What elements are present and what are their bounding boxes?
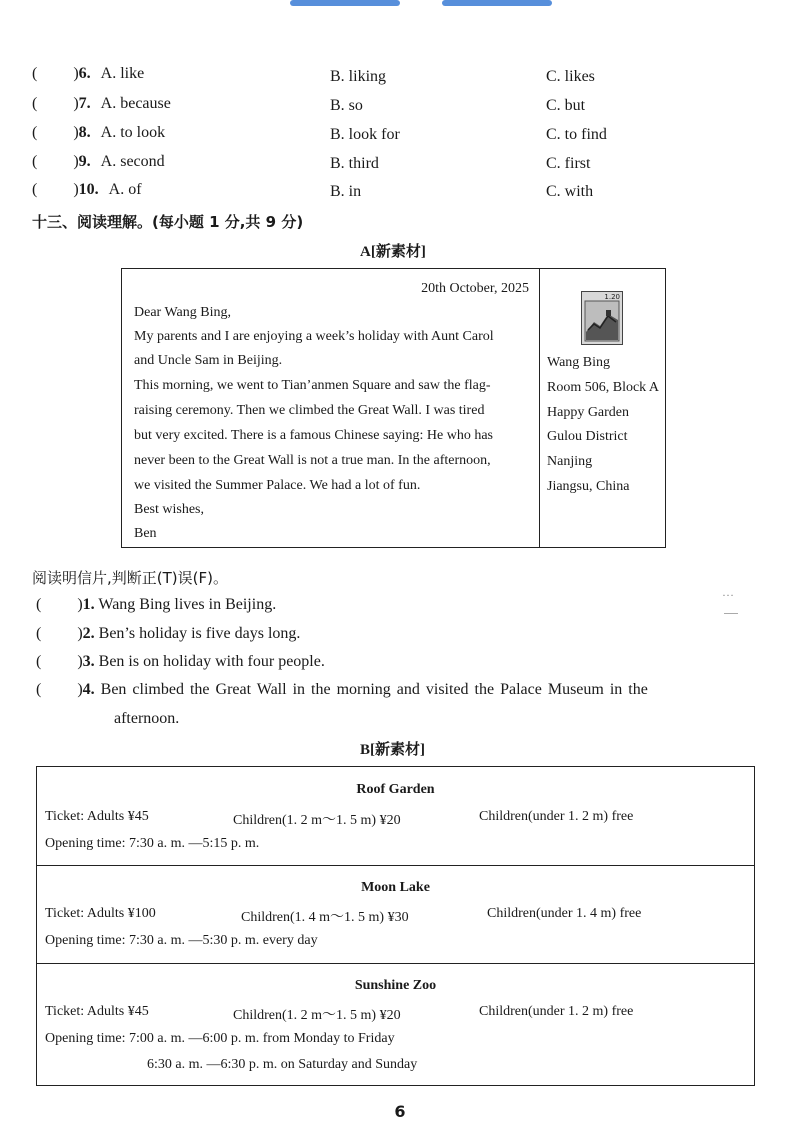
cloze-row-9: ( )9. A. second — [32, 153, 165, 170]
question-number: 4. — [82, 681, 95, 698]
free-ticket: Children(under 1. 2 m) free — [479, 1004, 634, 1019]
child-ticket: Children(1. 2 m～1. 5 m) ¥20 — [233, 813, 401, 828]
question-number: 1. — [82, 596, 95, 613]
child-ticket: Children(1. 2 m～1. 5 m) ¥20 — [233, 1008, 401, 1023]
margin-mark: … — [722, 585, 734, 599]
address-line: Happy Garden — [547, 405, 630, 420]
address-line: Gulou District — [547, 429, 628, 444]
opening-time: Opening time: 7:30 a. m. —5:30 p. m. every day — [45, 933, 318, 948]
option-c: C. with — [546, 183, 594, 200]
option-c: C. but — [546, 97, 586, 114]
option-b: B. in — [330, 183, 362, 200]
question-number: 7. — [78, 95, 91, 112]
adult-ticket: Ticket: Adults ¥100 — [45, 906, 156, 921]
tf-question-1: ( )1. Wang Bing lives in Beijing. — [36, 596, 277, 613]
page-number: 6 — [394, 1102, 406, 1121]
option-b: B. so — [330, 97, 363, 114]
option-c: C. first — [546, 155, 591, 172]
header-decoration-left — [290, 0, 400, 6]
postcard — [121, 268, 666, 548]
tf-question-2: ( )2. Ben’s holiday is five days long. — [36, 625, 301, 642]
question-number: 2. — [82, 625, 95, 642]
adult-ticket: Ticket: Adults ¥45 — [45, 809, 149, 824]
free-ticket: Children(under 1. 4 m) free — [487, 906, 642, 921]
cloze-row-6: ( )6. A. like — [32, 65, 145, 82]
place-name: Moon Lake — [361, 880, 430, 895]
opening-time-weekend: 6:30 a. m. —6:30 p. m. on Saturday and Sunday — [147, 1057, 418, 1072]
question-number: 3. — [82, 653, 95, 670]
header-decoration-right — [442, 0, 552, 6]
great-wall-stamp-icon — [581, 291, 623, 345]
postcard-line: Best wishes, — [134, 502, 204, 517]
address-line: Nanjing — [547, 454, 593, 469]
postcard-divider — [539, 269, 540, 547]
table-row-sunshine-zoo — [37, 963, 754, 1086]
stamp-value: 1.20 — [604, 293, 620, 301]
postcard-line: but very excited. There is a famous Chinese saying: He who has — [134, 428, 493, 443]
passage-b-label: B[新素材] — [360, 742, 425, 758]
question-number: 6. — [78, 65, 91, 82]
attractions-table — [36, 766, 755, 1086]
option-a: A. of — [108, 181, 142, 198]
opening-time: Opening time: 7:00 a. m. —6:00 p. m. from Monday to Friday — [45, 1031, 395, 1046]
option-a: A. to look — [100, 124, 166, 141]
postcard-line: never been to the Great Wall is not a true man. In the afternoon, — [134, 453, 491, 468]
option-b: B. look for — [330, 126, 400, 143]
opening-time: Opening time: 7:30 a. m. —5:15 p. m. — [45, 836, 260, 851]
cloze-row-10: ( )10. A. of — [32, 181, 142, 198]
tf-question-4: ( )4. Ben climbed the Great Wall in the morning and visited the Palace Museum in the — [36, 681, 648, 698]
place-name: Roof Garden — [356, 782, 435, 797]
option-b: B. third — [330, 155, 379, 172]
address-line: Room 506, Block A — [547, 380, 660, 395]
section-title: 十三、阅读理解。(每小题 1 分,共 9 分) — [32, 213, 304, 231]
question-number: 10. — [78, 181, 99, 198]
free-ticket: Children(under 1. 2 m) free — [479, 809, 634, 824]
question-text: Ben climbed the Great Wall in the morning and visited the Palace Museum in the — [100, 681, 648, 698]
question-text: Wang Bing lives in Beijing. — [98, 596, 277, 613]
postcard-line: raising ceremony. Then we climbed the Great Wall. I was tired — [134, 403, 485, 418]
address-line: Wang Bing — [547, 355, 611, 370]
table-row-roof-garden — [37, 767, 754, 865]
tf-instruction: 阅读明信片,判断正(T)误(F)。 — [32, 569, 228, 587]
margin-dash — [724, 613, 738, 614]
option-c: C. likes — [546, 68, 595, 85]
address-line: Jiangsu, China — [547, 479, 630, 494]
question-number: 9. — [78, 153, 91, 170]
option-b: B. liking — [330, 68, 387, 85]
postcard-line: and Uncle Sam in Beijing. — [134, 353, 283, 368]
postcard-signature: Ben — [134, 526, 157, 541]
postcard-line: My parents and I are enjoying a week’s holiday with Aunt Carol — [134, 329, 494, 344]
adult-ticket: Ticket: Adults ¥45 — [45, 1004, 149, 1019]
child-ticket: Children(1. 4 m～1. 5 m) ¥30 — [241, 910, 409, 925]
postcard-line: This morning, we went to Tian’anmen Square and saw the flag- — [134, 378, 491, 393]
cloze-row-7: ( )7. A. because — [32, 95, 171, 112]
option-a: A. second — [100, 153, 165, 170]
tf-question-4-continued: afternoon. — [114, 710, 180, 727]
option-a: A. like — [100, 65, 145, 82]
passage-a-label: A[新素材] — [360, 244, 426, 260]
option-a: A. because — [100, 95, 171, 112]
tf-question-3: ( )3. Ben is on holiday with four people. — [36, 653, 325, 670]
table-row-moon-lake — [37, 865, 754, 964]
postcard-line: Dear Wang Bing, — [134, 305, 231, 320]
question-number: 8. — [78, 124, 91, 141]
question-text: Ben’s holiday is five days long. — [98, 625, 301, 642]
postcard-line: we visited the Summer Palace. We had a lot of fun. — [134, 478, 421, 493]
postcard-date: 20th October, 2025 — [421, 281, 529, 296]
place-name: Sunshine Zoo — [354, 978, 437, 993]
cloze-row-8: ( )8. A. to look — [32, 124, 166, 141]
option-c: C. to find — [546, 126, 607, 143]
question-text: Ben is on holiday with four people. — [98, 653, 325, 670]
